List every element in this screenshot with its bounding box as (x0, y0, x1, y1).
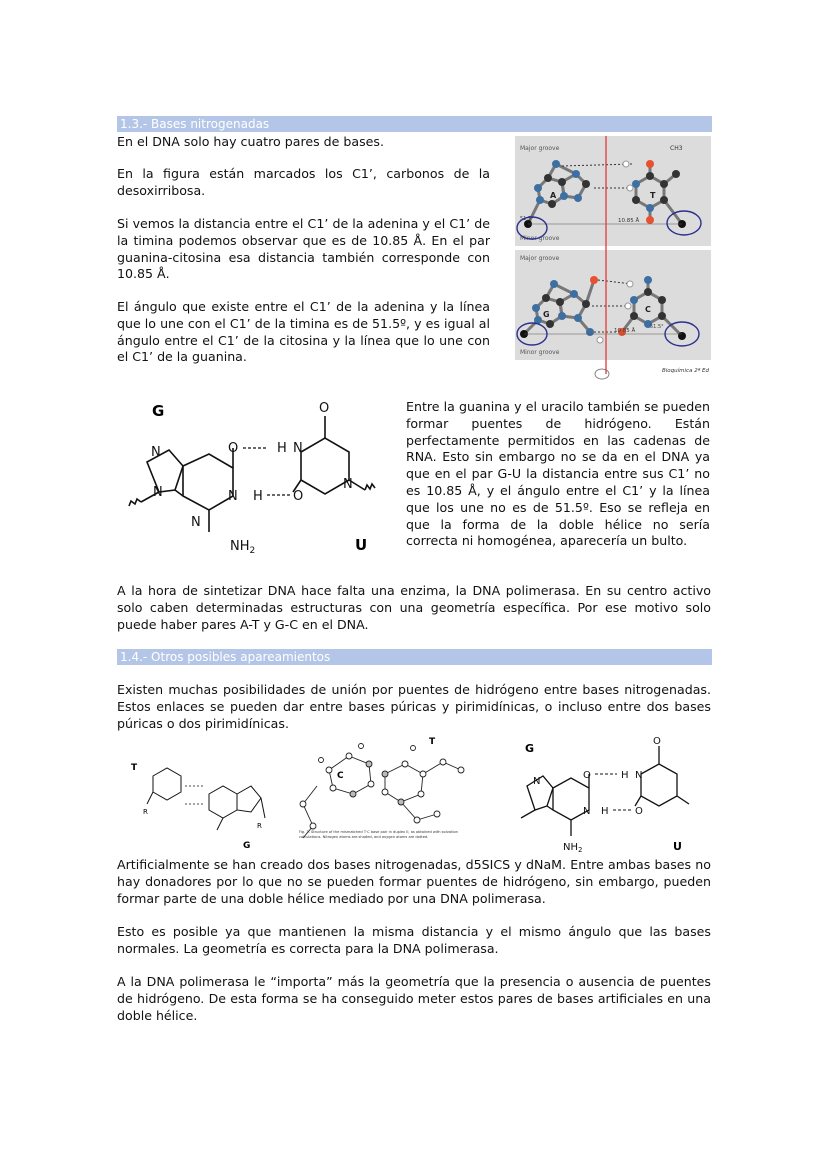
figure-gu-pair (117, 392, 387, 562)
base-g-label: G (543, 310, 550, 319)
minor-groove-label-top: Minor groove (520, 235, 560, 242)
paragraph-gu: Entre la guanina y el uracilo también se pueden formar puentes de hidrógeno. Están perfectamente permitidos en las cadenas de RNA. Esto sin embargo no se da en el DNA ya que en el par G-U la distancia entre sus C1’ no es 10.85 Å, y el ángulo entre el C1’ y la línea que los une no es de 51.5º. Eso se refleja en que la forma de la doble hélice no sería correcta ni homogénea, aparecería un bulto. (406, 399, 710, 549)
gu2-o2: O (635, 806, 643, 817)
gu-n3u: N (293, 441, 303, 456)
gu2-n7: N (533, 776, 541, 787)
tc-label-t: T (429, 737, 436, 747)
section-title-other: 1.4.- Otros posibles apareamientos (117, 649, 712, 665)
gu-label-g: G (152, 402, 165, 420)
paragraph-artificial: Artificialmente se han creado dos bases nitrogenadas, d5SICS y dNaM. Entre ambas bases no hay donadores por lo que no se pueden formar puentes de hidrógeno, sin embargo, pueden formar parte de una doble hélice mediado por una DNA polimerasa. (117, 857, 711, 906)
tc-label-c: C (337, 771, 344, 781)
major-groove-label-bottom: Major groove (520, 255, 560, 262)
major-groove-label-top: Major groove (520, 145, 560, 152)
gu2-h3: H (621, 770, 629, 781)
gu-h3: H (277, 441, 287, 456)
paragraph-polymerase: A la hora de sintetizar DNA hace falta una enzima, la DNA polimerasa. En su centro activo solo caben determinadas estructuras con una geometría específica. Por ese motivo solo puede haber pares A-T y G-C en el DNA. (117, 583, 711, 632)
gu-nh2: $NH_2$ (230, 539, 256, 556)
figure-base-pairs (514, 136, 714, 382)
paragraph-angle: El ángulo que existe entre el C1’ de la adenina y la línea que lo une con el C1’ de la timina es de 51.5º, y es igual al ángulo entre el C1’ de la citosina y la línea que lo une con el C1’ de la guanina. (117, 299, 490, 365)
paragraph-pairs: En el DNA solo hay cuatro pares de bases. (117, 134, 384, 149)
figure-other-pairs (117, 734, 717, 858)
base-a-label: A (550, 191, 557, 200)
gu-n9: N (153, 485, 163, 500)
tg-label-r2: R (257, 822, 262, 830)
gu-o4: O (319, 401, 330, 416)
section-title-bases: 1.3.- Bases nitrogenadas (117, 116, 712, 132)
gu2-n3: N (635, 770, 643, 781)
gu-n1u: N (343, 477, 353, 492)
gu2-o6: O (583, 770, 591, 781)
tg-label-g: G (243, 841, 251, 851)
minor-groove-label-bottom: Minor groove (520, 349, 560, 356)
methyl-label: CH3 (670, 145, 683, 152)
paragraph-importance: A la DNA polimerasa le “importa” más la geometría que la presencia o ausencia de puentes de hidrógeno. De esta forma se ha conseguido meter estos pares de bases artificiales en una doble hélice. (117, 974, 711, 1023)
gu2-label-g: G (525, 742, 535, 755)
paragraph-distance: Si vemos la distancia entre el C1’ de la adenina y el C1’ de la timina podemos observar que es de 10.85 Å. En el par guanina-citosina esa distancia también corresponde con 10.85 Å. (117, 216, 490, 282)
paragraph-geometry: Esto es posible ya que mantienen la misma distancia y el mismo ángulo que las bases normales. La geometría es correcta para la DNA polimerasa. (117, 924, 711, 956)
gu2-h1: H (601, 806, 609, 817)
gu-n1: N (228, 489, 238, 504)
gu-n7: N (151, 445, 161, 460)
figure-credit: Bioquímica 2ª Ed (662, 368, 710, 374)
gu2-o4: O (653, 736, 661, 747)
paragraph-c1: En la figura están marcados los C1’, carbonos de la desoxirribosa. (117, 166, 490, 198)
tg-label-t: T (131, 763, 138, 773)
paragraph-possibilities: Existen muchas posibilidades de unión por puentes de hidrógeno entre bases nitrogenadas. Estos enlaces se pueden dar entre bases púricas y pirimidínicas, o incluso entre dos bases púricas o dos pirimidínicas. (117, 682, 711, 731)
base-c-label: C (645, 305, 651, 314)
gu-o6: O (228, 441, 239, 456)
base-t-label: T (650, 191, 656, 200)
distance-label-bottom: 10.85 Å (614, 328, 636, 334)
angle-label-bottom: 51.5° (650, 324, 664, 330)
angle-label-top: 51.5° (520, 216, 534, 222)
gu2-label-u: U (673, 840, 682, 853)
gu-label-u: U (355, 536, 368, 554)
tg-label-r1: R (143, 808, 148, 816)
gu2-nh2: $NH_2$ (563, 842, 583, 854)
gu-h1: H (253, 489, 263, 504)
gu2-n1: N (583, 806, 591, 817)
distance-label-top: 10.85 Å (618, 218, 640, 224)
gu-n3: N (191, 515, 201, 530)
tc-caption: Fig. 3. Structure of the mismatched T·C base pair in duplex II, as obtained with solvation calculations. Nitrogen atoms are shaded, and oxygen atoms are dotted. (299, 830, 458, 839)
gu-o2: O (293, 489, 304, 504)
